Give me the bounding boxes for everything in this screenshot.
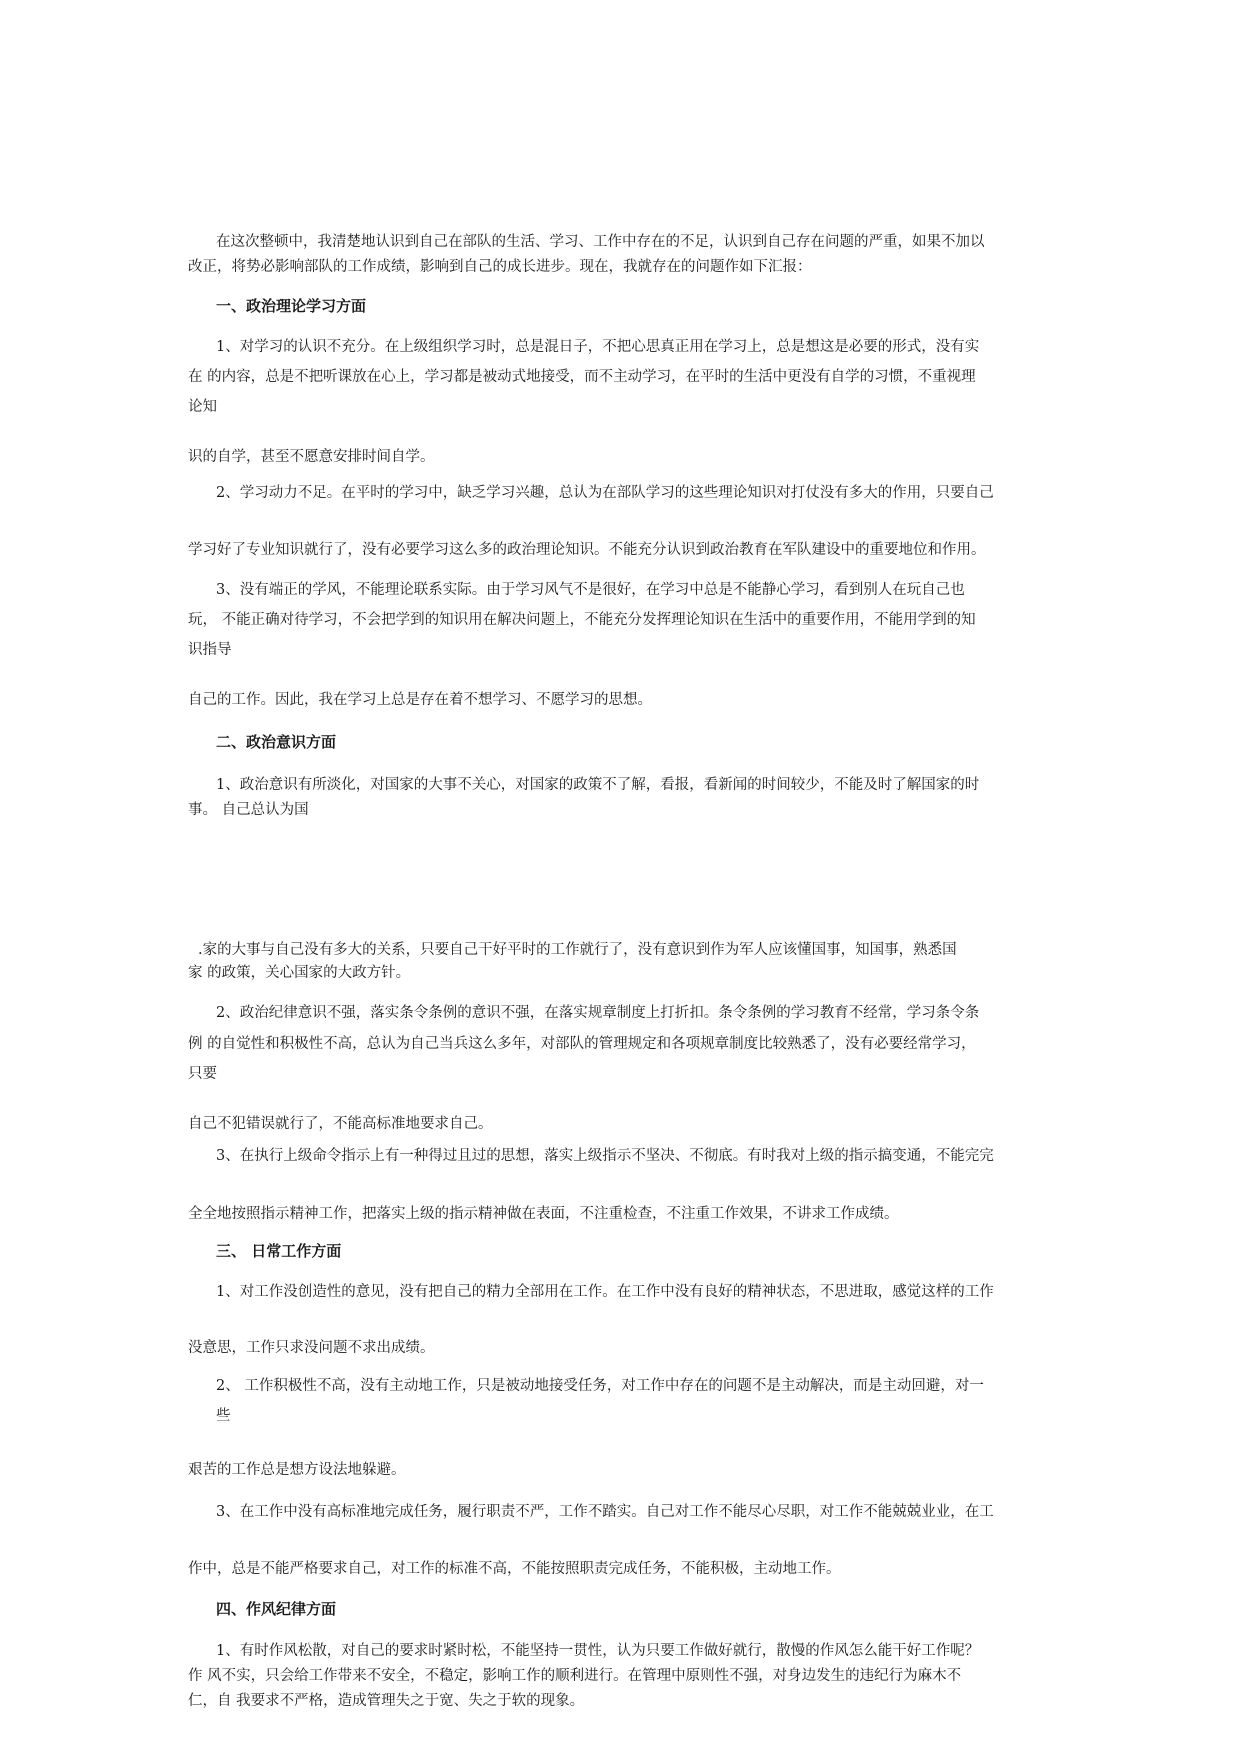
s1-p1-line-4: 识的自学，甚至不愿意安排时间自学。 <box>188 449 435 465</box>
s1-p1-line-3: 论知 <box>188 399 217 415</box>
s3-p2-line-1: 2、 工作积极性不高，没有主动地工作，只是被动地接受任务，对工作中存在的问题不是主动解决，而是主动回避，对一 <box>216 1378 984 1394</box>
s2-p2-line-3: 只要 <box>188 1066 217 1082</box>
s3-p2-line-3: 艰苦的工作总是想方设法地躲避。 <box>188 1462 406 1478</box>
s1-p3-line-1: 3、没有端正的学风，不能理论联系实际。由于学习风气不是很好，在学习中总是不能静心学习，看到别人在玩自己也 <box>216 582 965 598</box>
s2-p3-line-2: 全全地按照指示精神工作，把落实上级的指示精神做在表面，不注重检查，不注重工作效果，不讲求工作成绩。 <box>188 1206 899 1222</box>
s3-p2-line-2: 些 <box>216 1408 231 1424</box>
s1-p2-line-2: 学习好了专业知识就行了，没有必要学习这么多的政治理论知识。不能充分认识到政治教育在军队建设中的重要地位和作用。 <box>188 542 986 558</box>
s2-p1-line-3: .家的大事与自己没有多大的关系，只要自己干好平时的工作就行了，没有意识到作为军人应该懂国事，知国事，熟悉国 <box>198 942 957 958</box>
s1-p3-line-2: 玩， 不能正确对待学习，不会把学到的知识用在解决问题上，不能充分发挥理论知识在生活中的重要作用，不能用学到的知 <box>188 612 976 628</box>
s4-p1-line-1: 1、有时作风松散，对自己的要求时紧时松，不能坚持一贯性，认为只要工作做好就行，散慢的作风怎么能干好工作呢？ <box>216 1643 980 1659</box>
intro-line-1: 在这次整顿中，我清楚地认识到自己在部队的生活、学习、工作中存在的不足，认识到自己存在问题的严重，如果不加以 <box>216 234 985 250</box>
s2-p3-line-1: 3、在执行上级命令指示上有一种得过且过的思想，落实上级指示不坚决、不彻底。有时我对上级的指示搞变通，不能完完 <box>216 1148 994 1164</box>
s4-p1-line-3: 仁，自 我要求不严格，造成管理失之于宽、失之于软的现象。 <box>188 1693 585 1709</box>
s2-p1-line-4: 家 的政策，关心国家的大政方针。 <box>188 965 411 981</box>
s2-p1-line-2: 事。 自己总认为国 <box>188 802 309 818</box>
s2-p2-line-4: 自己不犯错误就行了，不能高标准地要求自己。 <box>188 1116 493 1132</box>
s2-p1-line-1: 1、政治意识有所淡化，对国家的大事不关心，对国家的政策不了解，看报，看新闻的时间较少，不能及时了解国家的时 <box>216 777 980 793</box>
s3-p3-line-2: 作中，总是不能严格要求自己，对工作的标准不高，不能按照职责完成任务，不能积极，主动地工作。 <box>188 1561 841 1577</box>
s1-p2-line-1: 2、学习动力不足。在平时的学习中，缺乏学习兴趣，总认为在部队学习的这些理论知识对打仗没有多大的作用，只要自己 <box>216 485 994 501</box>
s1-p3-line-4: 自己的工作。因此，我在学习上总是存在着不想学习、不愿学习的思想。 <box>188 692 652 708</box>
section-heading-daily-work: 三、 日常工作方面 <box>216 1242 342 1260</box>
s2-p2-line-1: 2、政治纪律意识不强，落实条令条例的意识不强，在落实规章制度上打折扣。条令条例的学习教育不经常，学习条令条 <box>216 1005 980 1021</box>
s3-p1-line-2: 没意思，工作只求没问题不求出成绩。 <box>188 1340 435 1356</box>
s2-p2-line-2: 例 的自觉性和积极性不高，总认为自己当兵这么多年，对部队的管理规定和各项规章制度比较熟悉了，没有必要经常学习， <box>188 1036 976 1052</box>
s1-p3-line-3: 识指导 <box>188 642 232 658</box>
section-heading-political-theory: 一、政治理论学习方面 <box>216 297 367 315</box>
s1-p1-line-2: 在 的内容，总是不把听课放在心上，学习都是被动式地接受，而不主动学习，在平时的生活中更没有自学的习惯，不重视理 <box>188 369 976 385</box>
s4-p1-line-2: 作 风不实，只会给工作带来不安全，不稳定，影响工作的顺利进行。在管理中原则性不强，对身边发生的违纪行为麻木不 <box>188 1668 962 1684</box>
section-heading-work-style-discipline: 四、作风纪律方面 <box>216 1600 337 1618</box>
s3-p3-line-1: 3、在工作中没有高标准地完成任务，履行职责不严，工作不踏实。自己对工作不能尽心尽职，对工作不能兢兢业业，在工 <box>216 1504 994 1520</box>
s1-p1-line-1: 1、对学习的认识不充分。在上级组织学习时，总是混日子，不把心思真正用在学习上，总是想这是必要的形式，没有实 <box>216 339 980 355</box>
intro-line-2: 改正，将势必影响部队的工作成绩，影响到自己的成长进步。现在，我就存在的问题作如下汇报： <box>188 259 812 275</box>
s3-p1-line-1: 1、对工作没创造性的意见，没有把自己的精力全部用在工作。在工作中没有良好的精神状态，不思进取，感觉这样的工作 <box>216 1284 994 1300</box>
section-heading-political-awareness: 二、政治意识方面 <box>216 733 337 751</box>
